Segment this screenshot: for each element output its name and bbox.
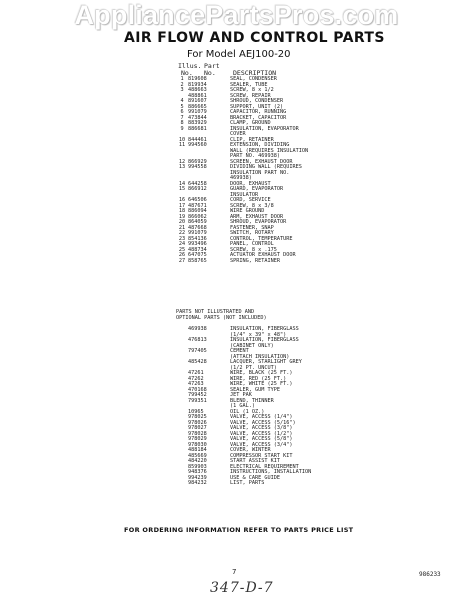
illus-number: 11: [178, 142, 186, 148]
part-description: OIL (1 OZ.): [230, 408, 265, 415]
header-illus-no: No.: [181, 69, 193, 77]
part-number: 644258: [188, 180, 207, 187]
part-description: JET PAK: [230, 392, 252, 398]
part-number: 485669: [188, 452, 207, 459]
illus-number: 25: [178, 246, 186, 253]
illus-number: 2: [180, 81, 184, 88]
illus-number: 22: [178, 230, 186, 236]
part-number: 487671: [188, 202, 207, 209]
illus-number: 8: [180, 120, 184, 126]
model-line: For Model AEJ100-20: [187, 49, 291, 60]
part-number: 991079: [188, 230, 207, 236]
part-description: INSULATION, FIBERGLASS (1/4" x 39" x 48"): [230, 326, 299, 338]
part-description: SWITCH, ROTARY: [230, 230, 274, 236]
part-number: 469938: [188, 326, 207, 332]
part-description: LACQUER, STARLIGHT GREY (1/2 PT. UNCUT): [230, 359, 302, 371]
illus-number: 4: [180, 98, 184, 104]
illus-number: 9: [180, 125, 184, 132]
handwritten-note: 347-D-7: [210, 580, 274, 596]
parts-row: [176, 399, 376, 410]
part-description: COMPRESSOR START KIT: [230, 452, 293, 459]
part-description: BRACKET, CAPACITOR: [230, 114, 287, 121]
part-number: 978028: [188, 430, 207, 437]
part-number: 470168: [188, 386, 207, 393]
part-description: CEMENT (ATTACH INSULATION): [230, 348, 290, 360]
part-description: ARM, EXHAUST DOOR: [230, 213, 284, 220]
parts-row: [176, 143, 376, 160]
part-description: VALVE, ACCESS (1/2"): [230, 430, 293, 437]
part-number: 994239: [188, 474, 207, 481]
part-description: CORD, SERVICE: [230, 197, 271, 203]
part-number: 886665: [188, 103, 207, 110]
part-description: INSULATION, FIBERGLASS (CABINET ONLY): [230, 337, 299, 349]
parts-row: [176, 259, 376, 265]
part-description: LIST, PARTS: [230, 480, 265, 486]
part-description: DIVIDING WALL (REQUIRES INSULATION PART NO. 469938): [230, 164, 302, 181]
part-number: 984232: [188, 480, 207, 486]
part-number: 844461: [188, 136, 207, 143]
other-parts-list: [176, 327, 376, 487]
illus-number: 12: [178, 158, 186, 165]
part-description: WIRE, BLACK (25 FT.): [230, 370, 293, 376]
part-description: WIRE, WHITE (25 FT.): [230, 381, 293, 387]
part-number: 978026: [188, 419, 207, 426]
header-part: Part: [204, 62, 220, 70]
part-number: 47263: [188, 381, 204, 387]
illus-number: 20: [178, 219, 186, 225]
part-description: BLEND, THINNER (1 GAL.): [230, 397, 274, 409]
part-number: 488663: [188, 87, 207, 93]
part-number: 799452: [188, 392, 207, 398]
part-description: INSTRUCTIONS, INSTALLATION: [230, 469, 312, 475]
part-number: 47261: [188, 370, 204, 376]
part-description: SCREEN, EXHAUST DOOR: [230, 158, 293, 165]
part-description: PANEL, CONTROL: [230, 241, 274, 247]
part-number: 866062: [188, 213, 207, 220]
part-number: 866912: [188, 186, 207, 192]
part-description: INSULATION, EVAPORATOR COVER: [230, 125, 299, 137]
part-description: START ASSIST KIT: [230, 458, 280, 464]
part-description: SCREW, 8 x 3/8: [230, 202, 274, 209]
part-number: 994558: [188, 164, 207, 170]
part-number: 891607: [188, 98, 207, 104]
part-description: SEAL, CONDENSER: [230, 76, 277, 82]
illus-number: 13: [178, 164, 186, 170]
part-number: 476813: [188, 337, 207, 343]
part-number: 646506: [188, 197, 207, 203]
part-number: 484220: [188, 458, 207, 464]
part-number: 473844: [188, 114, 207, 121]
illus-number: 5: [180, 103, 184, 110]
illus-number: 7: [180, 114, 184, 121]
illus-number: 21: [178, 224, 186, 231]
part-description: WIRE GROUND: [230, 208, 265, 214]
part-number: 864059: [188, 219, 207, 225]
part-description: FASTENER, SNAP: [230, 224, 274, 231]
part-description: WIRE, RED (25 FT.): [230, 375, 287, 382]
part-number: 994560: [188, 142, 207, 148]
part-number: 10965: [188, 408, 204, 415]
illus-number: 23: [178, 235, 186, 242]
part-description: VALVE, ACCESS (5/8"): [230, 436, 293, 442]
part-description: EXTENSION, DIVIDING WALL (REQUIRES INSULATION PART NO. 469938): [230, 142, 309, 159]
parts-row: [176, 127, 376, 138]
part-number: 488184: [188, 447, 207, 453]
part-number: 866929: [188, 158, 207, 165]
part-number: 859903: [188, 463, 207, 470]
part-number: 886681: [188, 125, 207, 132]
illus-number: 14: [178, 180, 186, 187]
part-number: 799351: [188, 397, 207, 404]
part-number: 978029: [188, 436, 207, 442]
illus-number: 15: [178, 186, 186, 192]
part-description: SHROUD, EVAPORATOR: [230, 219, 287, 225]
part-number: 993496: [188, 241, 207, 247]
part-number: 854136: [188, 235, 207, 242]
part-description: VALVE, ACCESS (5/16"): [230, 419, 296, 426]
part-number: 991079: [188, 109, 207, 115]
illus-number: 17: [178, 202, 186, 209]
parts-row: [176, 481, 376, 487]
illus-number: 3: [180, 87, 184, 93]
part-description: CLAMP, GROUND: [230, 120, 271, 126]
part-number: 948376: [188, 469, 207, 475]
part-description: VALVE, ACCESS (1/4"): [230, 414, 293, 420]
header-illus: Illus.: [178, 62, 202, 70]
page-title: AIR FLOW AND CONTROL PARTS: [124, 30, 385, 46]
header-description: DESCRIPTION: [233, 69, 277, 77]
part-description: SHROUD, CONDENSER: [230, 98, 284, 104]
part-description: SCREW, REPAIR: [230, 92, 271, 99]
part-description: SUPPORT, UNIT (2): [230, 103, 284, 110]
ordering-footer: FOR ORDERING INFORMATION REFER TO PARTS PRICE LIST: [124, 526, 354, 534]
illus-number: 6: [180, 109, 184, 115]
illus-number: 18: [178, 208, 186, 214]
part-description: DOOR, EXHAUST: [230, 180, 271, 187]
part-description: SEALER, GUM TYPE: [230, 386, 280, 393]
part-description: SCREW, 8 x .175: [230, 246, 277, 253]
part-description: VALVE, ACCESS (3/4"): [230, 441, 293, 448]
document-number: 986233: [419, 571, 441, 578]
part-number: 485428: [188, 359, 207, 365]
watermark-logo: AppliancePartsPros.com: [74, 0, 399, 30]
part-description: CONTROL, TEMPERATURE: [230, 235, 293, 242]
part-description: SPRING, RETAINER: [230, 257, 280, 264]
parts-list: [176, 77, 376, 264]
part-number: 978030: [188, 441, 207, 448]
part-number: 978027: [188, 425, 207, 431]
not-illustrated-note: PARTS NOT ILLUSTRATED AND OPTIONAL PARTS (NOT INCLUDED): [176, 309, 267, 321]
part-description: VALVE, ACCESS (3/8"): [230, 425, 293, 431]
part-description: ACTUATOR EXHAUST DOOR: [230, 252, 296, 258]
part-description: CAPACITOR, RUNNING: [230, 109, 287, 115]
part-description: SCREW, 8 x 1/2: [230, 87, 274, 93]
header-part-no: No.: [204, 69, 216, 77]
part-number: 797405: [188, 348, 207, 354]
parts-row: [176, 165, 376, 182]
illus-number: 27: [178, 257, 186, 264]
part-number: 647075: [188, 252, 207, 258]
illus-number: 10: [178, 136, 186, 143]
illus-number: 1: [180, 76, 184, 82]
part-description: SEALER, TUBE: [230, 81, 268, 88]
part-description: GUARD, EVAPORATOR INSULATOR: [230, 186, 284, 198]
part-number: 488861: [188, 92, 207, 99]
illus-number: 24: [178, 241, 186, 247]
part-description: USE & CARE GUIDE: [230, 474, 280, 481]
part-number: 487668: [188, 224, 207, 231]
illus-number: 26: [178, 252, 186, 258]
part-number: 47262: [188, 375, 204, 382]
part-number: 883929: [188, 120, 207, 126]
part-number: 978025: [188, 414, 207, 420]
illus-number: 19: [178, 213, 186, 220]
part-number: 858765: [188, 257, 207, 264]
part-number: 819608: [188, 76, 207, 82]
illus-number: 16: [178, 197, 186, 203]
part-number: 488734: [188, 246, 207, 253]
part-description: COVER, WINTER: [230, 447, 271, 453]
page-number: 7: [232, 568, 237, 576]
part-number: 819934: [188, 81, 207, 88]
part-number: 886094: [188, 208, 207, 214]
part-description: CLIP, RETAINER: [230, 136, 274, 143]
part-description: ELECTRICAL REQUIREMENT: [230, 463, 299, 470]
